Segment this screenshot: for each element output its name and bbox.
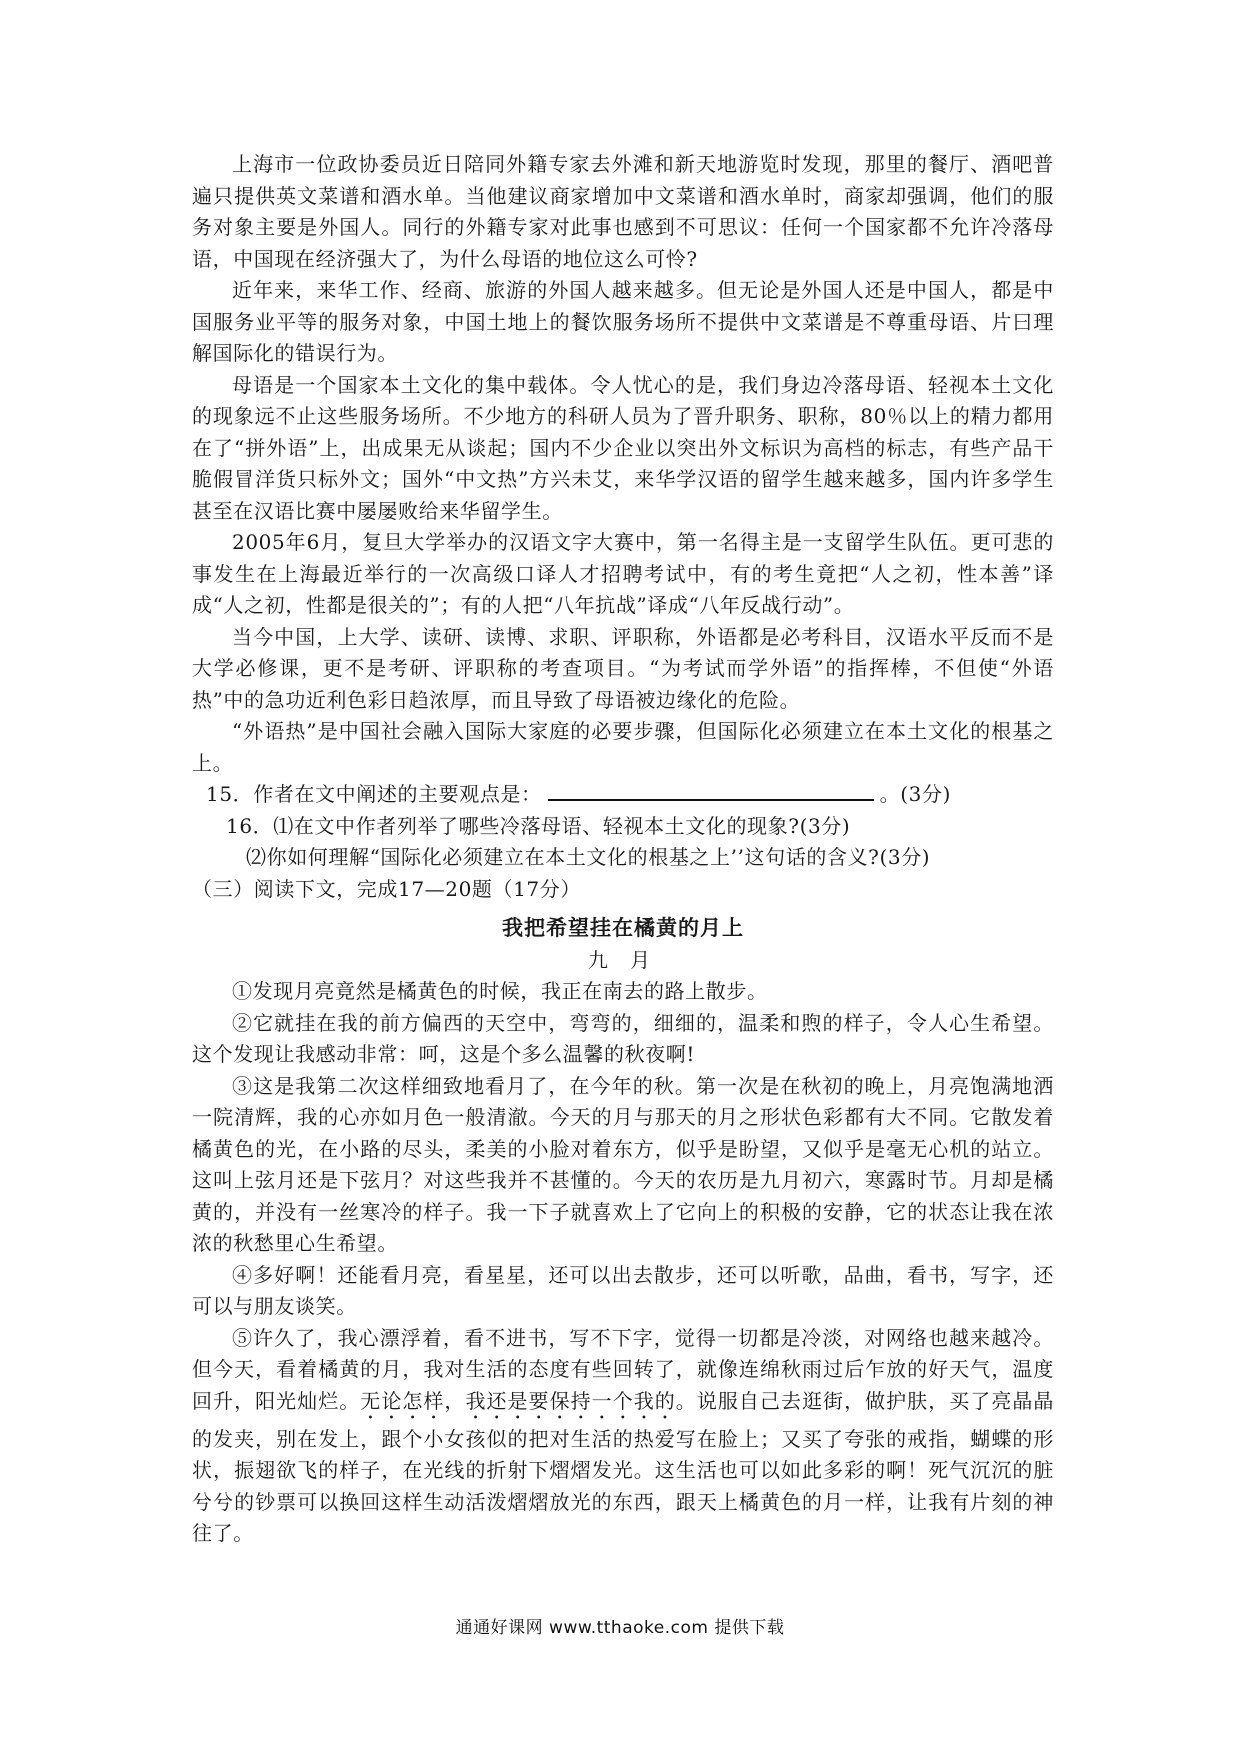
article-title: 我把希望挂在橘黄的月上: [502, 916, 744, 940]
article-paragraph-4: ④多好啊！还能看月亮，看星星，还可以出去散步，还可以听歌，品曲，看书，写字，还可以与朋友谈笑。: [192, 1262, 1054, 1318]
article-paragraph-5: [192, 1323, 1054, 1550]
article-author: 九 月: [587, 947, 659, 972]
question-15-prompt: 15．作者在文中阐述的主要观点是：: [206, 782, 542, 806]
passage-one: [192, 149, 1054, 1550]
footer-source: 通通好课网 www.tthaoke.com 提供下载: [455, 1618, 785, 1638]
question-15: [192, 779, 1054, 811]
article-paragraph-1: ①发现月亮竟然是橘黄色的时候，我正在南去的路上散步。: [232, 979, 768, 1003]
question-15-points: 。(3分): [879, 782, 951, 806]
article-paragraph-3: ③这是我第二次这样细致地看月了，在今年的秋。第一次是在秋初的晚上，月亮饱满地洒一院清辉，我的心亦如月色一般清澈。今天的月与那天的月之形状色彩都有大不同。它散发着橘黄色的光，在小路的尽头，柔美的小脸对着东方，似乎是盼望，又似乎是毫无心机的站立。这叫上弦月还是下弦月？对这些我并不甚懂的。今天的农历是九月初六，寒露时节。月却是橘黄的，并没有一丝寒冷的样子。我一下子就喜欢上了它向上的积极的安静，它的状态让我在浓浓的秋愁里心生希望。: [192, 1073, 1054, 1255]
passage-one-paragraph-3: 母语是一个国家本土文化的集中载体。令人忧心的是，我们身边冷落母语、轻视本土文化的现象远不止这些服务场所。不少地方的科研人员为了晋升职务、职称，80％以上的精力都用在了“拼外语”上，出成果无从谈起；国内不少企业以突出外文标识为高档的标志，有些产品干脆假冒洋货只标外文；国外“中文热”方兴未艾，来华学汉语的留学生越来越多，国内许多学生甚至在汉语比赛中屡屡败给来华留学生。: [192, 372, 1054, 523]
passage-one-paragraph-1: 上海市一位政协委员近日陪同外籍专家去外滩和新天地游览时发现，那里的餐厅、酒吧普遍只提供英文菜谱和酒水单。当他建议商家增加中文菜谱和酒水单时，商家却强调，他们的服务对象主要是外国人。同行的外籍专家对此事也感到不可思议：任何一个国家都不允许冷落母语，中国现在经济强大了，为什么母语的地位这么可怜?: [192, 152, 1054, 271]
section-three-heading: （三）阅读下文，完成17—20题（17分）: [192, 876, 581, 901]
passage-one-paragraph-5: 当今中国，上大学、读研、读博、求职、评职称，外语都是必考科目，汉语水平反而不是大学必修课，更不是考研、评职称的考查项目。“为考试而学外语”的指挥棒，不但使“外语热”中的急功近利色彩日趋浓厚，而且导致了母语被边缘化的危险。: [192, 624, 1054, 712]
article-paragraph-5-start: ⑤许久了，我心漂浮着，看不进书，写不下字，觉得一切都是冷淡，对网络也越来越冷。但今天，看着橘黄的月，我对生活的态度有些回转了，就像连绵秋雨过后乍放的好天气，温度回升，阳光灿烂。: [192, 1325, 1054, 1413]
answer-blank-15[interactable]: [548, 779, 874, 801]
question-16-part-1: 16．⑴在文中作者列举了哪些冷落母语、轻视本土文化的现象?(3分): [226, 813, 851, 838]
article-paragraph-2: ②它就挂在我的前方偏西的天空中，弯弯的，细细的，温柔和煦的样子，令人心生希望。这个发现让我感动非常：呵，这是个多么温馨的秋夜啊!: [192, 1010, 1054, 1066]
passage-one-paragraph-6: “外语热”是中国社会融入国际大家庭的必要步骤，但国际化必须建立在本土文化的根基之上。: [192, 719, 1054, 775]
emphasized-sentence: 无论怎样，我还是要保持一个我的。: [360, 1388, 697, 1413]
article-paragraph-5-end: 说服自己去逛街，做护肤，买了亮晶晶的发夹，别在发上，跟个小女孩似的把对生活的热爱写在脸上；又买了夸张的戒指，蝴蝶的形状，振翅欲飞的样子，在光线的折射下熠熠发光。这生活也可以如此多彩的啊！死气沉沉的脏兮兮的钞票可以换回这样生动活泼熠熠放光的东西，跟天上橘黄色的月一样，让我有片刻的神往了。: [192, 1388, 1054, 1545]
passage-one-paragraph-2: 近年来，来华工作、经商、旅游的外国人越来越多。但无论是外国人还是中国人，都是中国服务业平等的服务对象，中国土地上的餐饮服务场所不提供中文菜谱是不尊重母语、片曰理解国际化的错误行为。: [192, 278, 1054, 365]
question-16-part-2: ⑵你如何理解“国际化必须建立在本土文化的根基之上’’这句话的含义?(3分): [246, 845, 931, 869]
passage-one-paragraph-4: 2005年6月，复旦大学举办的汉语文字大赛中，第一名得主是一支留学生队伍。更可悲的事发生在上海最近举行的一次高级口译人才招聘考试中，有的考生竟把“人之初，性本善”译成“人之初，性都是很关的”；有的人把“八年抗战”译成“八年反战行动”。: [192, 530, 1054, 617]
